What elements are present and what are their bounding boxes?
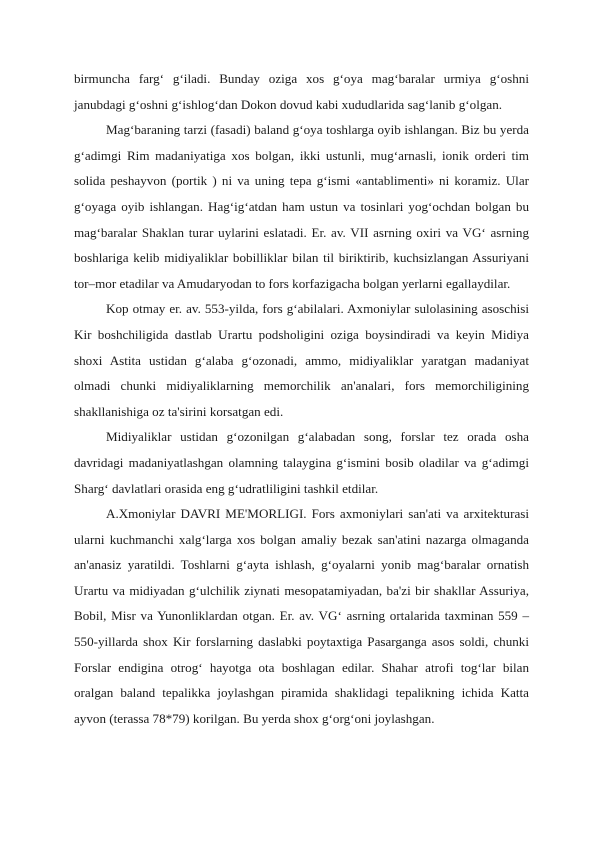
paragraph-achaemenid-architecture: A.Xmoniylar DAVRI ME'MORLIGI. Fors axmoniylari san'ati va arxitekturasi ularni kuchmanchi xalg‘larga xos bolgan amaliy bezak san'atini nazarga olmaganda an'anasiz yaratildi. Toshlarni g‘ayta ishlash, g‘oyalarni yonib mag‘baralar ornatish Urartu va midiyadan g‘ulchilik ziynati mesopatamiyadan, ba'zi bir shakllar Assuriya, Bobil, Misr va Yunonliklardan otgan. Er. av. VG‘ asrning ortalarida taxminan 559 –550-yillarda shox Kir forslarning daslabki poytaxtiga Pasarganga asos soldi, chunki Forslar endigina otrog‘ hayotga ota boshlagan edilar. Shahar atrofi tog‘lar bilan oralgan baland tepalikka joylashgan piramida shaklidagi tepalikning ichida Katta ayvon (terassa 78*79) korilgan. Bu yerda shox g‘org‘oni joylashgan. (74, 506, 529, 726)
paragraph-persian-conquest: Midiyaliklar ustidan g‘ozonilgan g‘alabadan song, forslar tez orada osha davridagi madaniyatlashgan olamning talaygina g‘ismini bosib oladilar va g‘adimgi Sharg‘ davlatlari orasida eng g‘udratliligini tashkil etdilar. (74, 429, 529, 496)
paragraph-facade: Mag‘baraning tarzi (fasadi) baland g‘oya toshlarga oyib ishlangan. Biz bu yerda g‘adimgi Rim madaniyatiga xos bolgan, ikki ustunli, mug‘arnasli, ionik orderi tim solida peshayvon (portik ) ni va uning tepa g‘ismi «antablimenti» ni koramiz. Ular g‘oyaga oyib ishlangan. Hag‘ig‘atdan ham ustun va tosinlari yog‘ochdan bolgan bu mag‘baralar Shaklan turar uylarini eslatadi. Er. av. VII asrning oxiri va VG‘ asrning boshlariga kelib midiyaliklar bobilliklar bilan til biriktirib, kuchsizlangan Assuriyani tor–mor etadilar va Amudaryodan to fors korfazigacha bolgan yerlarni egallaydilar. (74, 122, 529, 291)
paragraph-continuation: birmuncha farg‘ g‘iladi. Bunday oziga xos g‘oya mag‘baralar urmiya g‘oshni janubdagi g‘oshni g‘ishlog‘dan Dokon dovud kabi xududlarida sag‘lanib g‘olgan. (74, 71, 529, 112)
document-page (74, 66, 529, 731)
paragraph-achaemenid-rise: Kop otmay er. av. 553-yilda, fors g‘abilalari. Axmoniylar sulolasining asoschisi Kir boshchiligida dastlab Urartu podsholigini oziga boysindiradi va keyin Midiya shoxi Astita ustidan g‘alaba g‘ozonadi, ammo, midiyaliklar yaratgan madaniyat olmadi chunki midiyaliklarning memorchilik an'analari, fors memorchiligining shakllanishiga oz ta'sirini korsatgan edi. (74, 301, 529, 419)
